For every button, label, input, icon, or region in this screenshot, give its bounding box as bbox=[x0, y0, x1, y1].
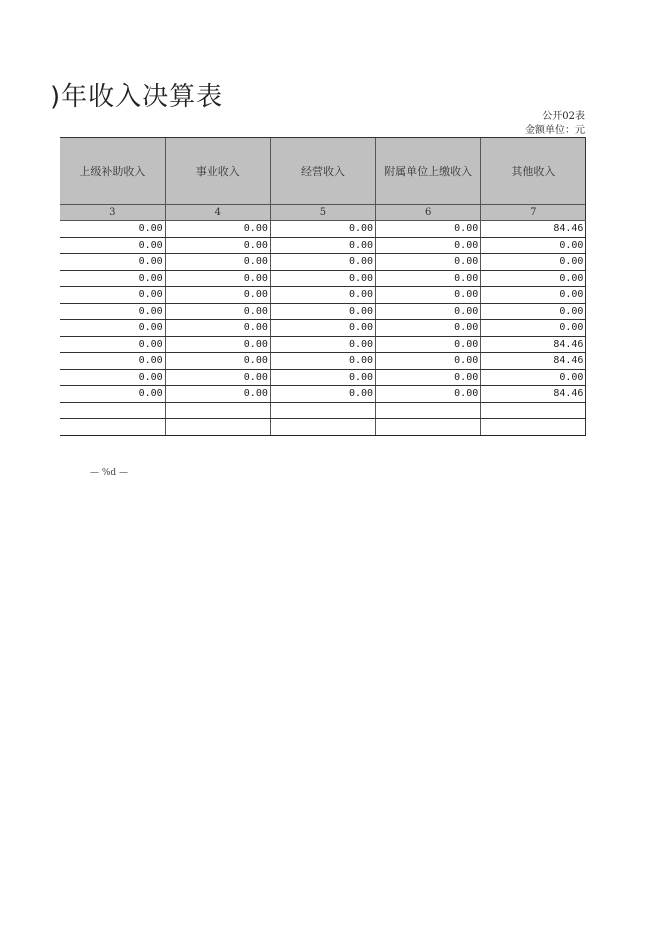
table-row bbox=[60, 221, 586, 238]
table-row bbox=[60, 303, 586, 320]
table-cell: 0.00 bbox=[376, 386, 481, 403]
income-table bbox=[60, 137, 586, 436]
table-cell bbox=[270, 402, 375, 419]
table-cell: 0.00 bbox=[60, 254, 165, 271]
table-row bbox=[60, 386, 586, 403]
table-cell: 0.00 bbox=[60, 303, 165, 320]
table-row bbox=[60, 336, 586, 353]
table-cell: 0.00 bbox=[376, 287, 481, 304]
table-cell bbox=[376, 402, 481, 419]
table-cell: 0.00 bbox=[270, 353, 375, 370]
table-cell: 0.00 bbox=[60, 287, 165, 304]
table-cell: 0.00 bbox=[270, 320, 375, 337]
table-cell: 0.00 bbox=[270, 369, 375, 386]
table-cell: 0.00 bbox=[270, 254, 375, 271]
table-body bbox=[60, 221, 586, 436]
table-cell: 0.00 bbox=[270, 287, 375, 304]
table-cell: 0.00 bbox=[376, 320, 481, 337]
table-cell: 84.46 bbox=[481, 336, 586, 353]
table-cell: 0.00 bbox=[60, 270, 165, 287]
table-cell: 0.00 bbox=[165, 386, 270, 403]
column-header: 附属单位上缴收入 bbox=[376, 138, 481, 205]
table-cell: 84.46 bbox=[481, 386, 586, 403]
table-cell: 84.46 bbox=[481, 221, 586, 238]
table-cell: 0.00 bbox=[60, 320, 165, 337]
table-cell: 0.00 bbox=[165, 237, 270, 254]
table-cell: 0.00 bbox=[165, 303, 270, 320]
table-header-row bbox=[60, 138, 586, 205]
column-number-row bbox=[60, 205, 586, 221]
table-cell: 0.00 bbox=[60, 336, 165, 353]
table-cell: 0.00 bbox=[376, 303, 481, 320]
table-row bbox=[60, 320, 586, 337]
table-cell: 0.00 bbox=[165, 270, 270, 287]
table-cell: 0.00 bbox=[376, 336, 481, 353]
table-cell: 0.00 bbox=[60, 369, 165, 386]
table-row bbox=[60, 369, 586, 386]
column-header: 上级补助收入 bbox=[60, 138, 165, 205]
table-cell: 0.00 bbox=[270, 221, 375, 238]
table-cell: 0.00 bbox=[60, 237, 165, 254]
table-cell: 0.00 bbox=[376, 353, 481, 370]
table-cell bbox=[481, 402, 586, 419]
table-cell: 84.46 bbox=[481, 353, 586, 370]
table-cell: 0.00 bbox=[165, 287, 270, 304]
table-cell bbox=[270, 419, 375, 436]
column-number: 3 bbox=[60, 205, 165, 221]
column-header: 经营收入 bbox=[270, 138, 375, 205]
table-cell bbox=[165, 402, 270, 419]
table-cell bbox=[165, 419, 270, 436]
table-cell bbox=[60, 419, 165, 436]
table-row bbox=[60, 353, 586, 370]
table-row bbox=[60, 237, 586, 254]
table-cell: 0.00 bbox=[481, 237, 586, 254]
table-cell: 0.00 bbox=[270, 336, 375, 353]
table-cell: 0.00 bbox=[165, 369, 270, 386]
table-cell: 0.00 bbox=[481, 254, 586, 271]
table-cell: 0.00 bbox=[165, 353, 270, 370]
table-cell bbox=[376, 419, 481, 436]
table-cell: 0.00 bbox=[270, 270, 375, 287]
table-cell: 0.00 bbox=[376, 221, 481, 238]
table-row bbox=[60, 270, 586, 287]
page-number-footer: — %d — bbox=[90, 468, 129, 478]
table-row bbox=[60, 402, 586, 419]
table-cell: 0.00 bbox=[481, 369, 586, 386]
table-cell: 0.00 bbox=[481, 287, 586, 304]
table-cell: 0.00 bbox=[376, 369, 481, 386]
table-cell: 0.00 bbox=[165, 254, 270, 271]
table-cell bbox=[60, 402, 165, 419]
table-cell: 0.00 bbox=[481, 270, 586, 287]
column-header: 事业收入 bbox=[165, 138, 270, 205]
column-number: 5 bbox=[270, 205, 375, 221]
table-cell: 0.00 bbox=[481, 303, 586, 320]
column-number: 7 bbox=[481, 205, 586, 221]
page-title: )年收入决算表 bbox=[50, 82, 224, 112]
amount-unit-label: 金额单位：元 bbox=[525, 125, 585, 136]
column-number: 6 bbox=[376, 205, 481, 221]
table-cell: 0.00 bbox=[270, 303, 375, 320]
table-cell: 0.00 bbox=[270, 237, 375, 254]
table-cell: 0.00 bbox=[60, 353, 165, 370]
table-cell: 0.00 bbox=[270, 386, 375, 403]
table-row bbox=[60, 287, 586, 304]
table-cell: 0.00 bbox=[481, 320, 586, 337]
column-header: 其他收入 bbox=[481, 138, 586, 205]
table-cell: 0.00 bbox=[376, 254, 481, 271]
table-cell: 0.00 bbox=[376, 237, 481, 254]
table-row bbox=[60, 419, 586, 436]
column-number: 4 bbox=[165, 205, 270, 221]
table-row bbox=[60, 254, 586, 271]
form-number: 公开02表 bbox=[542, 111, 585, 122]
table-cell: 0.00 bbox=[376, 270, 481, 287]
table-cell: 0.00 bbox=[165, 320, 270, 337]
table-cell: 0.00 bbox=[60, 221, 165, 238]
table-cell: 0.00 bbox=[165, 221, 270, 238]
table-cell: 0.00 bbox=[165, 336, 270, 353]
table-cell: 0.00 bbox=[60, 386, 165, 403]
table-cell bbox=[481, 419, 586, 436]
